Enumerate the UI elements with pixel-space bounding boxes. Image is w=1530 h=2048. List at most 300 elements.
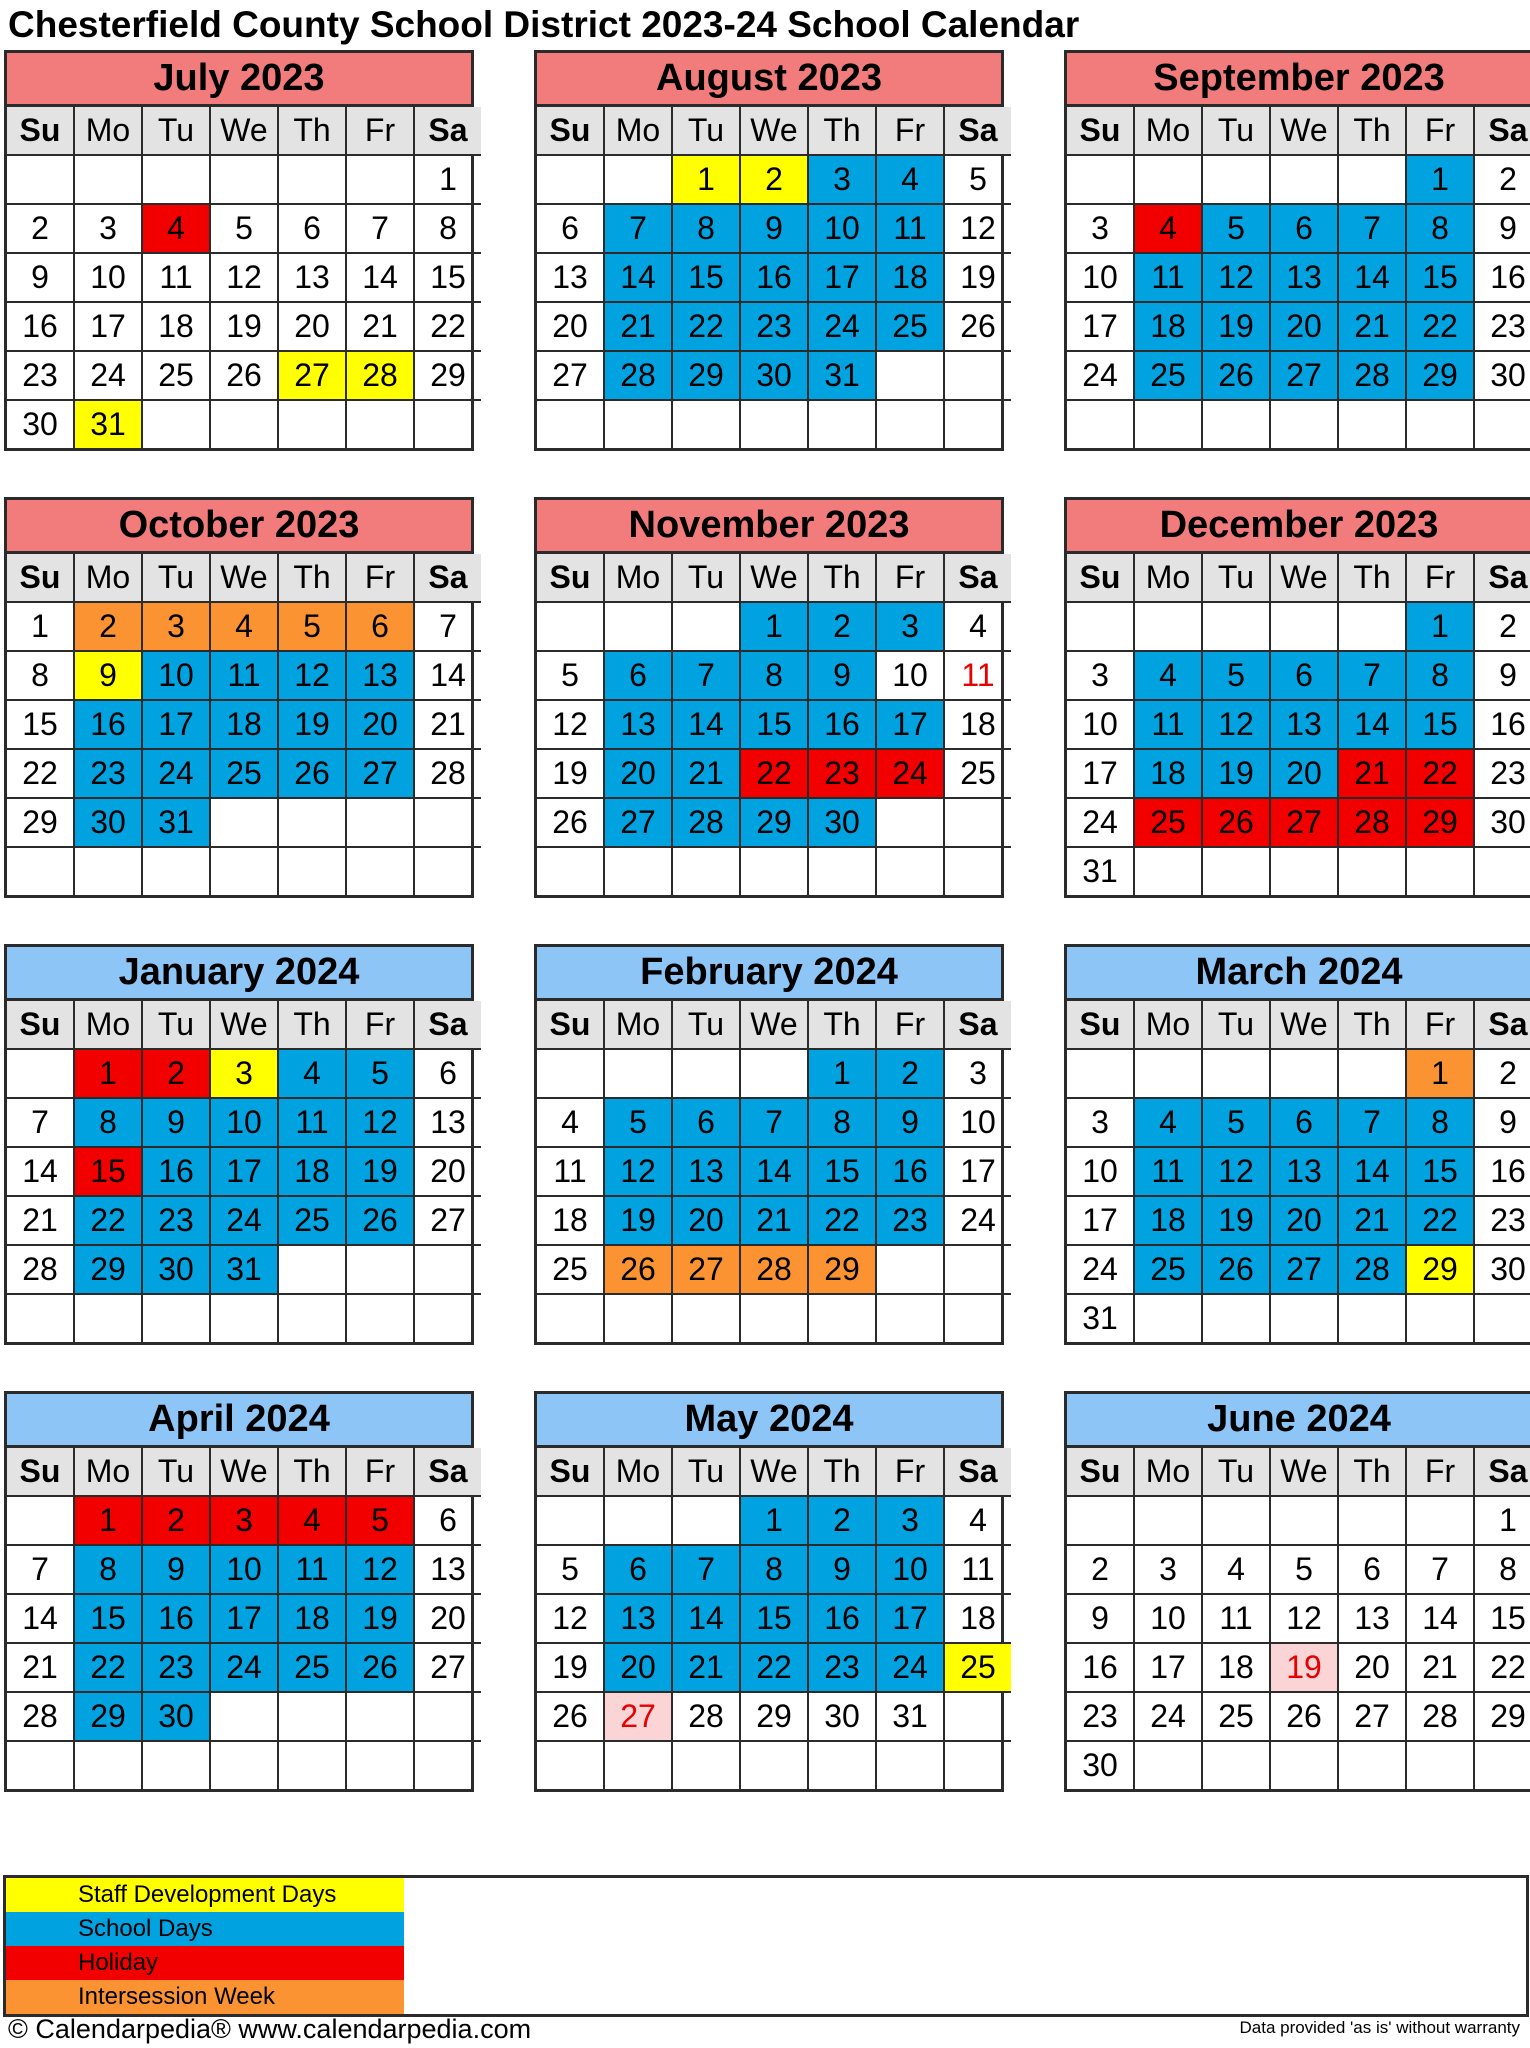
day-cell: 27	[1270, 351, 1338, 400]
day-cell: 18	[876, 253, 944, 302]
day-cell: 25	[944, 1643, 1011, 1692]
day-cell: 10	[944, 1098, 1011, 1147]
day-cell: 29	[1474, 1692, 1530, 1741]
day-cell: 1	[1474, 1496, 1530, 1545]
empty-cell	[944, 798, 1011, 847]
day-cell: 30	[1067, 1741, 1134, 1789]
weekday-header: We	[1270, 554, 1338, 602]
day-cell: 7	[7, 1098, 74, 1147]
empty-cell	[672, 1496, 740, 1545]
day-cell: 7	[604, 204, 672, 253]
day-cell: 14	[7, 1147, 74, 1196]
day-cell: 25	[278, 1196, 346, 1245]
day-cell: 22	[1406, 749, 1474, 798]
weekday-header: We	[740, 1448, 808, 1496]
day-cell: 29	[808, 1245, 876, 1294]
weekday-header: Th	[808, 1448, 876, 1496]
weekday-header: Tu	[672, 1001, 740, 1049]
day-cell: 1	[414, 155, 481, 204]
day-cell: 9	[876, 1098, 944, 1147]
day-cell: 19	[346, 1594, 414, 1643]
weekday-header: Fr	[1406, 107, 1474, 155]
day-cell: 26	[278, 749, 346, 798]
weekday-header: Tu	[1202, 1001, 1270, 1049]
day-cell: 31	[1067, 847, 1134, 895]
day-cell: 27	[1338, 1692, 1406, 1741]
day-cell: 23	[876, 1196, 944, 1245]
day-cell: 30	[7, 400, 74, 448]
day-cell: 16	[740, 253, 808, 302]
day-cell: 10	[1067, 253, 1134, 302]
day-cell: 19	[944, 253, 1011, 302]
day-cell: 7	[1406, 1545, 1474, 1594]
day-cell: 28	[7, 1245, 74, 1294]
day-cell: 29	[414, 351, 481, 400]
day-cell: 26	[1270, 1692, 1338, 1741]
day-cell: 10	[876, 651, 944, 700]
weekday-header: Su	[1067, 554, 1134, 602]
day-cell: 23	[142, 1196, 210, 1245]
day-cell: 12	[944, 204, 1011, 253]
month-calendar	[1064, 50, 1530, 451]
weekday-header: Sa	[1474, 107, 1530, 155]
day-cell: 28	[346, 351, 414, 400]
day-cell: 6	[414, 1496, 481, 1545]
day-cell: 7	[1338, 1098, 1406, 1147]
month-title: February 2024	[537, 947, 1001, 1001]
weekday-header: Th	[1338, 107, 1406, 155]
day-cell: 20	[414, 1594, 481, 1643]
day-cell: 26	[604, 1245, 672, 1294]
day-cell: 12	[1202, 253, 1270, 302]
day-cell: 14	[1338, 1147, 1406, 1196]
day-cell: 19	[537, 749, 604, 798]
day-cell: 28	[672, 798, 740, 847]
empty-cell	[278, 1294, 346, 1342]
day-cell: 1	[740, 602, 808, 651]
day-cell: 25	[1202, 1692, 1270, 1741]
day-cell: 31	[1067, 1294, 1134, 1342]
day-cell: 22	[1406, 302, 1474, 351]
empty-cell	[1270, 847, 1338, 895]
day-cell: 20	[278, 302, 346, 351]
day-cell: 17	[210, 1147, 278, 1196]
day-cell: 14	[414, 651, 481, 700]
empty-cell	[1134, 1741, 1202, 1789]
day-cell: 29	[74, 1692, 142, 1741]
legend-item: Staff Development Days	[6, 1878, 404, 1912]
day-cell: 15	[808, 1147, 876, 1196]
empty-cell	[944, 847, 1011, 895]
day-cell: 8	[74, 1098, 142, 1147]
day-cell: 20	[346, 700, 414, 749]
empty-cell	[537, 1049, 604, 1098]
weekday-header: Th	[1338, 1448, 1406, 1496]
weekday-header: Sa	[414, 554, 481, 602]
day-cell: 23	[7, 351, 74, 400]
weekday-header: Sa	[1474, 1001, 1530, 1049]
day-cell: 2	[1474, 155, 1530, 204]
empty-cell	[1474, 1741, 1530, 1789]
day-cell: 22	[74, 1643, 142, 1692]
day-cell: 19	[604, 1196, 672, 1245]
weekday-header: We	[740, 554, 808, 602]
weekday-header: We	[210, 554, 278, 602]
day-cell: 12	[537, 700, 604, 749]
day-cell: 29	[740, 1692, 808, 1741]
weekday-header: Tu	[1202, 554, 1270, 602]
day-cell: 1	[1406, 602, 1474, 651]
empty-cell	[537, 1294, 604, 1342]
day-cell: 3	[1067, 204, 1134, 253]
day-cell: 1	[808, 1049, 876, 1098]
day-cell: 17	[876, 1594, 944, 1643]
day-cell: 22	[808, 1196, 876, 1245]
weekday-header: Sa	[414, 1448, 481, 1496]
weekday-header: Th	[808, 107, 876, 155]
empty-cell	[537, 602, 604, 651]
day-cell: 12	[604, 1147, 672, 1196]
day-cell: 21	[1338, 1196, 1406, 1245]
day-cell: 11	[944, 1545, 1011, 1594]
empty-cell	[74, 1741, 142, 1789]
day-cell: 14	[604, 253, 672, 302]
day-cell: 30	[808, 1692, 876, 1741]
day-cell: 25	[1134, 351, 1202, 400]
day-cell: 8	[808, 1098, 876, 1147]
weekday-header: Sa	[414, 1001, 481, 1049]
day-cell: 18	[1202, 1643, 1270, 1692]
weekday-header: Fr	[876, 554, 944, 602]
day-cell: 8	[7, 651, 74, 700]
weekday-header: We	[740, 107, 808, 155]
weekday-header: Fr	[1406, 1001, 1474, 1049]
day-cell: 19	[1202, 749, 1270, 798]
day-cell: 5	[1202, 1098, 1270, 1147]
day-cell: 19	[1270, 1643, 1338, 1692]
empty-cell	[346, 847, 414, 895]
weekday-header: We	[210, 1001, 278, 1049]
weekday-header: Fr	[346, 554, 414, 602]
day-cell: 14	[1338, 700, 1406, 749]
day-cell: 24	[876, 749, 944, 798]
weekday-header: Tu	[672, 554, 740, 602]
day-cell: 24	[1067, 798, 1134, 847]
day-cell: 3	[74, 204, 142, 253]
day-cell: 14	[346, 253, 414, 302]
empty-cell	[142, 847, 210, 895]
day-cell: 19	[210, 302, 278, 351]
weekday-header: Mo	[74, 107, 142, 155]
empty-cell	[210, 400, 278, 448]
empty-cell	[944, 1245, 1011, 1294]
weekday-header: Mo	[604, 107, 672, 155]
day-cell: 4	[944, 1496, 1011, 1545]
day-cell: 13	[537, 253, 604, 302]
empty-cell	[1202, 1496, 1270, 1545]
day-cell: 13	[346, 651, 414, 700]
empty-cell	[1406, 1496, 1474, 1545]
day-cell: 17	[1134, 1643, 1202, 1692]
day-cell: 20	[604, 1643, 672, 1692]
day-cell: 9	[808, 651, 876, 700]
empty-cell	[672, 1294, 740, 1342]
empty-cell	[7, 1294, 74, 1342]
empty-cell	[1406, 400, 1474, 448]
weekday-header: Su	[7, 554, 74, 602]
day-cell: 12	[346, 1545, 414, 1594]
day-cell: 8	[1406, 204, 1474, 253]
day-cell: 30	[1474, 798, 1530, 847]
day-cell: 11	[1134, 1147, 1202, 1196]
day-cell: 10	[876, 1545, 944, 1594]
legend-item: Holiday	[6, 1946, 404, 1980]
empty-cell	[808, 1294, 876, 1342]
day-cell: 7	[672, 1545, 740, 1594]
day-cell: 21	[1338, 749, 1406, 798]
weekday-header: Tu	[142, 1448, 210, 1496]
month-calendar	[1064, 944, 1530, 1345]
day-cell: 11	[1134, 700, 1202, 749]
month-calendar	[534, 50, 1004, 451]
day-cell: 2	[1067, 1545, 1134, 1594]
day-cell: 24	[142, 749, 210, 798]
weekday-header: Sa	[414, 107, 481, 155]
empty-cell	[1067, 1049, 1134, 1098]
weekday-header: Fr	[876, 1001, 944, 1049]
weekday-header: Fr	[1406, 1448, 1474, 1496]
weekday-header: We	[210, 107, 278, 155]
empty-cell	[672, 602, 740, 651]
weekday-header: Fr	[876, 1448, 944, 1496]
empty-cell	[537, 1496, 604, 1545]
day-cell: 23	[740, 302, 808, 351]
weekday-header: Tu	[672, 107, 740, 155]
day-cell: 7	[414, 602, 481, 651]
day-cell: 17	[210, 1594, 278, 1643]
day-cell: 26	[346, 1643, 414, 1692]
empty-cell	[1202, 1294, 1270, 1342]
empty-cell	[1134, 602, 1202, 651]
empty-cell	[1202, 155, 1270, 204]
empty-cell	[414, 400, 481, 448]
day-cell: 2	[876, 1049, 944, 1098]
day-cell: 28	[1406, 1692, 1474, 1741]
day-cell: 23	[808, 1643, 876, 1692]
day-cell: 19	[346, 1147, 414, 1196]
empty-cell	[944, 1692, 1011, 1741]
day-cell: 4	[944, 602, 1011, 651]
day-cell: 6	[346, 602, 414, 651]
month-calendar	[4, 944, 474, 1345]
month-title: August 2023	[537, 53, 1001, 107]
day-cell: 29	[1406, 1245, 1474, 1294]
empty-cell	[1270, 1741, 1338, 1789]
day-cell: 15	[1406, 253, 1474, 302]
day-cell: 23	[1474, 1196, 1530, 1245]
day-cell: 4	[537, 1098, 604, 1147]
day-cell: 1	[1406, 1049, 1474, 1098]
day-cell: 30	[1474, 351, 1530, 400]
day-cell: 27	[346, 749, 414, 798]
weekday-header: Su	[1067, 1448, 1134, 1496]
month-title: December 2023	[1067, 500, 1530, 554]
day-cell: 12	[537, 1594, 604, 1643]
day-cell: 4	[1134, 651, 1202, 700]
day-cell: 1	[740, 1496, 808, 1545]
day-cell: 29	[74, 1245, 142, 1294]
empty-cell	[1067, 155, 1134, 204]
footer-disclaimer: Data provided 'as is' without warranty	[1239, 2018, 1520, 2037]
day-cell: 5	[346, 1496, 414, 1545]
day-cell: 7	[1338, 204, 1406, 253]
day-cell: 11	[1134, 253, 1202, 302]
day-cell: 4	[278, 1496, 346, 1545]
day-cell: 11	[944, 651, 1011, 700]
day-cell: 25	[537, 1245, 604, 1294]
day-cell: 15	[1406, 700, 1474, 749]
day-cell: 22	[74, 1196, 142, 1245]
day-cell: 23	[1474, 302, 1530, 351]
day-cell: 25	[1134, 1245, 1202, 1294]
day-cell: 26	[1202, 798, 1270, 847]
month-calendar	[1064, 497, 1530, 898]
empty-cell	[1338, 400, 1406, 448]
day-cell: 6	[604, 1545, 672, 1594]
day-cell: 29	[7, 798, 74, 847]
empty-cell	[1474, 1294, 1530, 1342]
day-cell: 12	[1202, 1147, 1270, 1196]
day-cell: 3	[944, 1049, 1011, 1098]
day-cell: 19	[278, 700, 346, 749]
empty-cell	[414, 1294, 481, 1342]
day-cell: 17	[142, 700, 210, 749]
day-cell: 16	[1067, 1643, 1134, 1692]
day-cell: 9	[1067, 1594, 1134, 1643]
day-cell: 25	[1134, 798, 1202, 847]
day-cell: 27	[672, 1245, 740, 1294]
page-title: Chesterfield County School District 2023-24 School Calendar	[8, 4, 1080, 45]
day-cell: 25	[876, 302, 944, 351]
day-cell: 18	[944, 1594, 1011, 1643]
day-cell: 3	[142, 602, 210, 651]
day-cell: 3	[1067, 1098, 1134, 1147]
empty-cell	[210, 1741, 278, 1789]
day-cell: 13	[1270, 700, 1338, 749]
weekday-header: Th	[1338, 1001, 1406, 1049]
empty-cell	[740, 1294, 808, 1342]
empty-cell	[1134, 1294, 1202, 1342]
day-cell: 22	[1474, 1643, 1530, 1692]
day-cell: 8	[1406, 1098, 1474, 1147]
day-cell: 2	[74, 602, 142, 651]
day-cell: 21	[7, 1643, 74, 1692]
month-calendar	[534, 1391, 1004, 1792]
day-cell: 6	[604, 651, 672, 700]
weekday-header: We	[740, 1001, 808, 1049]
weekday-header: Tu	[672, 1448, 740, 1496]
empty-cell	[604, 1741, 672, 1789]
weekday-header: Mo	[1134, 1001, 1202, 1049]
day-cell: 28	[1338, 1245, 1406, 1294]
weekday-header: Sa	[1474, 554, 1530, 602]
day-cell: 18	[944, 700, 1011, 749]
empty-cell	[740, 1741, 808, 1789]
day-cell: 7	[740, 1098, 808, 1147]
day-cell: 28	[740, 1245, 808, 1294]
day-cell: 2	[808, 602, 876, 651]
day-cell: 22	[672, 302, 740, 351]
day-cell: 6	[278, 204, 346, 253]
weekday-header: Th	[278, 554, 346, 602]
day-cell: 5	[346, 1049, 414, 1098]
day-cell: 17	[1067, 749, 1134, 798]
month-calendar	[4, 1391, 474, 1792]
day-cell: 11	[278, 1098, 346, 1147]
day-cell: 31	[142, 798, 210, 847]
day-cell: 27	[1270, 798, 1338, 847]
day-cell: 10	[74, 253, 142, 302]
weekday-header: Fr	[346, 1001, 414, 1049]
empty-cell	[876, 798, 944, 847]
empty-cell	[414, 1741, 481, 1789]
day-cell: 28	[414, 749, 481, 798]
empty-cell	[7, 1741, 74, 1789]
day-cell: 29	[740, 798, 808, 847]
day-cell: 16	[7, 302, 74, 351]
day-cell: 5	[537, 1545, 604, 1594]
day-cell: 9	[142, 1545, 210, 1594]
day-cell: 4	[142, 204, 210, 253]
day-cell: 9	[1474, 651, 1530, 700]
day-cell: 25	[210, 749, 278, 798]
weekday-header: Mo	[604, 554, 672, 602]
empty-cell	[1474, 847, 1530, 895]
weekday-header: Th	[808, 554, 876, 602]
day-cell: 24	[808, 302, 876, 351]
day-cell: 15	[74, 1147, 142, 1196]
day-cell: 4	[210, 602, 278, 651]
day-cell: 23	[1067, 1692, 1134, 1741]
day-cell: 2	[1474, 1049, 1530, 1098]
day-cell: 5	[604, 1098, 672, 1147]
day-cell: 2	[142, 1049, 210, 1098]
empty-cell	[1406, 847, 1474, 895]
empty-cell	[210, 155, 278, 204]
empty-cell	[346, 400, 414, 448]
month-title: January 2024	[7, 947, 471, 1001]
day-cell: 9	[142, 1098, 210, 1147]
empty-cell	[876, 1245, 944, 1294]
day-cell: 11	[278, 1545, 346, 1594]
weekday-header: Fr	[346, 1448, 414, 1496]
day-cell: 22	[740, 749, 808, 798]
day-cell: 17	[808, 253, 876, 302]
day-cell: 23	[74, 749, 142, 798]
month-calendar	[534, 497, 1004, 898]
empty-cell	[808, 1741, 876, 1789]
day-cell: 28	[672, 1692, 740, 1741]
day-cell: 12	[278, 651, 346, 700]
day-cell: 23	[1474, 749, 1530, 798]
day-cell: 13	[414, 1545, 481, 1594]
day-cell: 12	[210, 253, 278, 302]
empty-cell	[1134, 1496, 1202, 1545]
day-cell: 17	[1067, 302, 1134, 351]
day-cell: 28	[604, 351, 672, 400]
day-cell: 5	[278, 602, 346, 651]
day-cell: 9	[1474, 1098, 1530, 1147]
